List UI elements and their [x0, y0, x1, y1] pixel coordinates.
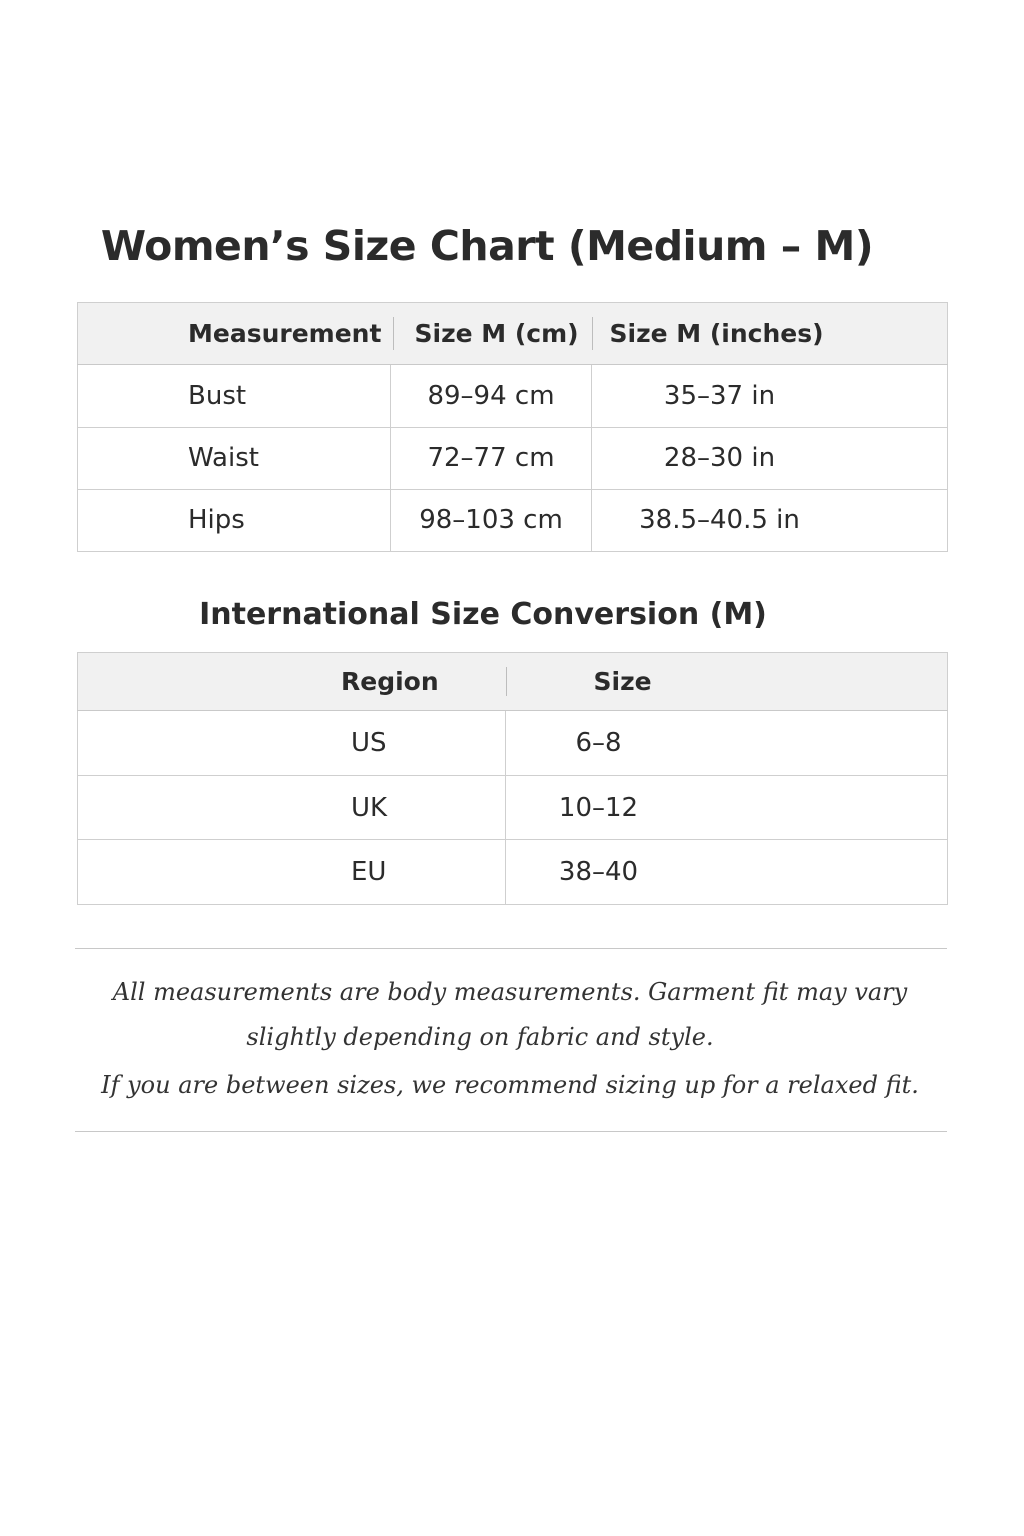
region-name: UK	[78, 775, 506, 840]
column-header-size	[506, 653, 948, 711]
measurement-inches-value: 38.5–40.5 in	[639, 505, 800, 536]
table-row	[78, 840, 948, 905]
measurement-name: Bust	[78, 365, 391, 427]
measurement-inches-value: 28–30 in	[663, 443, 776, 474]
section-title-conversion: International Size Conversion (M)	[199, 597, 767, 632]
measurement-cm: 98–103 cm	[391, 489, 592, 551]
table-header-row	[78, 303, 948, 365]
header-divider	[393, 317, 395, 350]
conversion-table	[77, 652, 948, 905]
region-name: EU	[78, 840, 506, 905]
column-header-size-cm-label: Size M (cm)	[414, 319, 579, 349]
column-header-size-inches-label: Size M (inches)	[609, 319, 824, 349]
divider-bottom	[75, 1131, 947, 1132]
measurement-inches-value: 35–37 in	[663, 380, 776, 411]
measurement-inches	[592, 365, 948, 427]
measurement-name: Waist	[78, 427, 391, 489]
header-divider	[506, 667, 508, 696]
region-size-value: 38–40	[558, 857, 639, 888]
column-header-measurement: Measurement	[78, 303, 391, 365]
header-divider	[592, 317, 594, 350]
region-name: US	[78, 711, 506, 776]
table-row	[78, 489, 948, 551]
measurement-inches	[592, 427, 948, 489]
divider-top	[75, 948, 947, 949]
table-row	[78, 365, 948, 427]
column-header-size-inches	[592, 303, 948, 365]
region-size	[506, 775, 948, 840]
region-size-value: 10–12	[558, 792, 639, 823]
table-header-row	[78, 653, 948, 711]
measurement-name: Hips	[78, 489, 391, 551]
measurement-cm: 72–77 cm	[391, 427, 592, 489]
region-size-value: 6–8	[575, 728, 622, 759]
measurement-cm: 89–94 cm	[391, 365, 592, 427]
note-line-3: If you are between sizes, we recommend sizing up for a relaxed fit.	[101, 1071, 919, 1099]
measurement-inches	[592, 489, 948, 551]
column-header-size-label: Size	[593, 667, 652, 697]
region-size	[506, 711, 948, 776]
column-header-region: Region	[78, 653, 506, 711]
note-line-2: slightly depending on fabric and style.	[246, 1023, 714, 1051]
page-title: Women’s Size Chart (Medium – M)	[100, 222, 874, 270]
note-line-1: All measurements are body measurements. Garment fit may vary	[112, 978, 908, 1006]
column-header-size-cm	[391, 303, 592, 365]
table-row	[78, 711, 948, 776]
measurement-table	[77, 302, 948, 552]
region-size	[506, 840, 948, 905]
table-row	[78, 775, 948, 840]
table-row	[78, 427, 948, 489]
